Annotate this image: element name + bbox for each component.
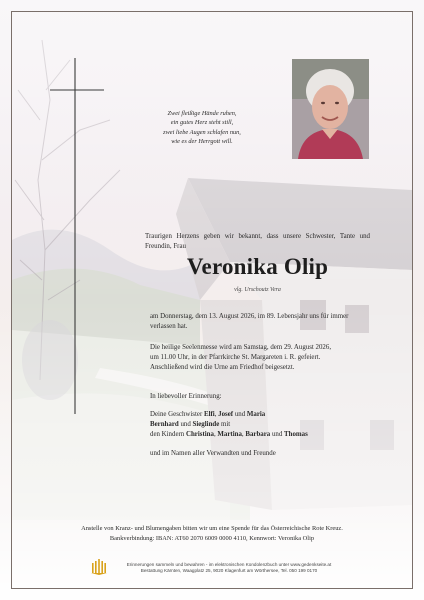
verse-line: wie es der Herrgott will. <box>171 137 233 145</box>
donation-footer <box>22 524 402 544</box>
funeral-details <box>150 343 370 372</box>
mourner-text: , <box>214 411 219 418</box>
mourner-name: Christina <box>185 430 214 438</box>
cross-icon <box>50 58 106 414</box>
mourner-name: Sieglinde <box>192 420 220 428</box>
funeral-line: Die heilige Seelenmesse wird am Samstag, dem 29. August 2026, <box>150 344 332 351</box>
mourner-text: und <box>233 411 247 418</box>
mourner-text: Deine Geschwister <box>150 411 204 418</box>
portrait-photo <box>292 59 369 159</box>
mourner-name: Thomas <box>284 430 308 438</box>
mourner-name: Maria <box>246 411 266 418</box>
memorial-verse <box>122 109 282 146</box>
mourner-name: Bernhard <box>150 420 179 428</box>
verse-line: ein gutes Herz steht still, <box>170 119 234 127</box>
remembrance-heading: In liebevoller Erinnerung: <box>150 393 222 400</box>
mourner-text: und <box>178 420 193 428</box>
funeral-home-credit <box>114 562 344 574</box>
siblings-line-1 <box>150 410 370 420</box>
deceased-name: Veronika Olip <box>186 254 329 279</box>
mourner-text: , <box>241 430 246 438</box>
mourner-name: Martina <box>217 430 242 438</box>
credit-line: Erinnerungen sammeln und bewahren - im elektronischen Kondolenzbuch unter www.gedenkseite.at <box>126 562 332 567</box>
intro-text: Traurigen Herzens geben wir bekannt, dass unsere Schwester, Tante und Freundin, Frau <box>145 233 370 250</box>
mourner-text: mit <box>219 420 231 428</box>
credit-line: Bestattung Kärnten, Waagplatz 25, 9020 Klagenfurt am Wörthersee, Tel. 050 199 0170 <box>140 568 318 573</box>
mourner-text: , <box>213 430 218 438</box>
mourners-list <box>150 410 370 439</box>
siblings-line-2 <box>150 420 370 430</box>
donation-text: Anstelle von Kranz- und Blumengaben bitten wir um eine Spende für das Österreichische Rote Kreuz. <box>81 525 343 532</box>
funeral-line: um 11.00 Uhr, in der Pfarrkirche St. Margareten i. R. gefeiert. <box>150 353 321 361</box>
bank-details: Bankverbindung: IBAN: AT60 2070 6009 0000 4110, Kennwort: Veronika Olip <box>109 535 315 542</box>
mourner-name: Barbara <box>245 430 271 438</box>
verse-line: zwei liebe Augen schlafen nun, <box>163 128 241 136</box>
children-line <box>150 430 370 440</box>
mourner-text: und <box>270 430 285 438</box>
funeral-home-logo-icon <box>90 559 108 575</box>
closing-line: und im Namen aller Verwandten und Freunde <box>150 450 276 457</box>
death-notice-text: am Donnerstag, dem 13. August 2026, im 89. Lebensjahr uns für immer verlassen hat. <box>150 313 349 330</box>
verse-line: Zwei fleißige Hände ruhen, <box>167 110 237 117</box>
deceased-nickname: vlg. Urschoutz Vera <box>234 287 281 293</box>
mourner-name: Elfi <box>203 411 215 418</box>
mourner-name: Josef <box>218 411 234 418</box>
funeral-line: Anschließend wird die Urne am Friedhof beigesetzt. <box>150 363 295 371</box>
mourner-text: den Kindern <box>150 430 186 438</box>
